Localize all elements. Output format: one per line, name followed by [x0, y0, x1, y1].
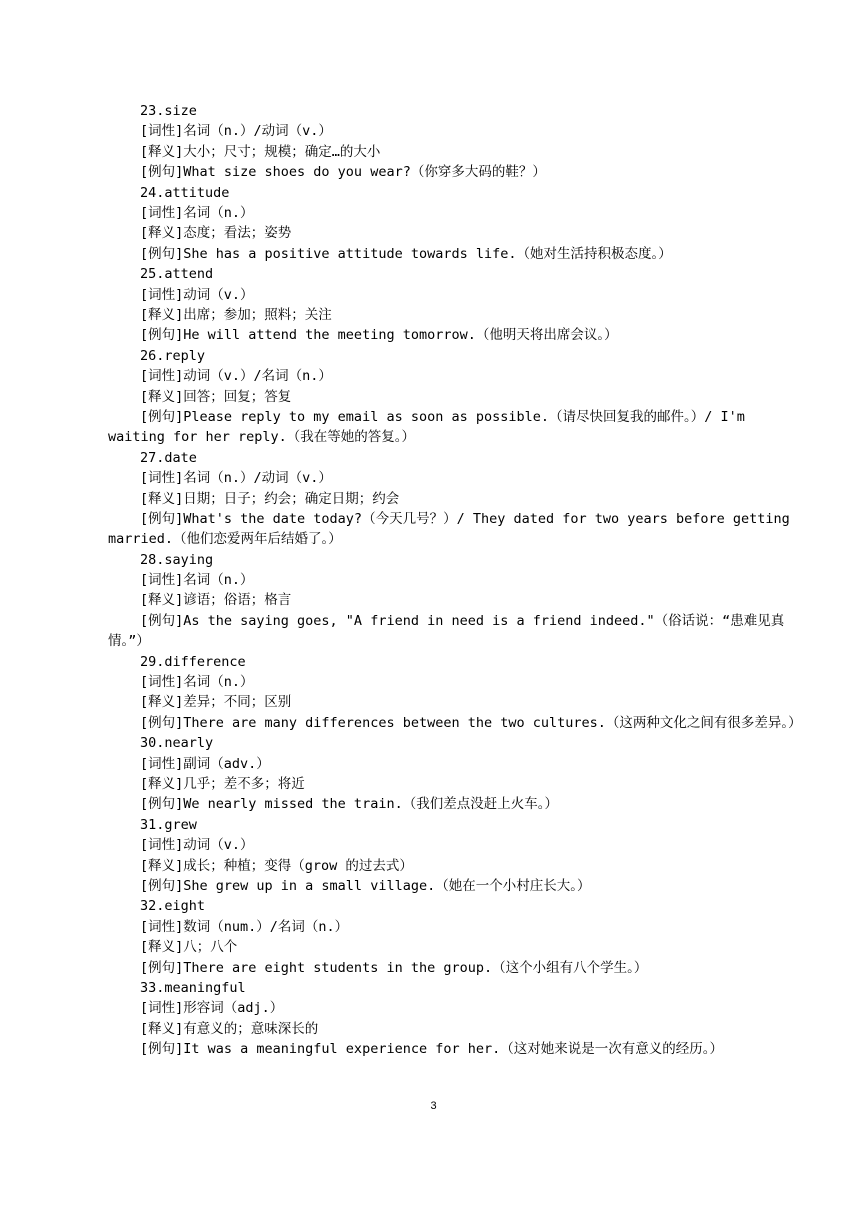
- entry-size: [108, 101, 798, 183]
- entry-meaning: [释义]成长；种植；变得（grow 的过去式）: [140, 857, 413, 874]
- entry-eight: [108, 896, 798, 978]
- entry-attitude: [108, 183, 798, 265]
- entry-date: [108, 448, 798, 550]
- entry-example: [例句]He will attend the meeting tomorrow.（他明天将出席会议。）: [140, 327, 618, 344]
- entry-example: [例句]She grew up in a small village.（她在一个小村庄长大。）: [140, 878, 591, 895]
- entry-example: [例句]What size shoes do you wear?（你穿多大码的鞋？）: [140, 164, 546, 181]
- entry-heading: 26.reply: [140, 347, 206, 364]
- entry-meaning: [释义]日期；日子；约会；确定日期；约会: [140, 490, 400, 507]
- entry-meaning: [释义]态度；看法；姿势: [140, 225, 292, 242]
- entry-example: [例句]There are eight students in the group.（这个小组有八个学生。）: [140, 959, 648, 976]
- entry-part-of-speech: [词性]名词（n.）: [140, 572, 254, 589]
- entry-part-of-speech: [词性]名词（n.）: [140, 204, 254, 221]
- entry-reply: [108, 346, 798, 448]
- entry-part-of-speech: [词性]动词（v.）: [140, 286, 254, 303]
- entry-part-of-speech: [词性]形容词（adj.）: [140, 1000, 284, 1017]
- entry-heading: 31.grew: [140, 816, 197, 833]
- entry-meaningful: [108, 978, 798, 1060]
- entry-example: [例句]It was a meaningful experience for her.（这对她来说是一次有意义的经历。）: [140, 1041, 723, 1058]
- entry-heading: 27.date: [140, 449, 197, 466]
- entry-heading: 28.saying: [140, 551, 214, 568]
- entry-difference: [108, 652, 802, 734]
- entry-heading: 25.attend: [140, 266, 214, 283]
- entry-example: [例句]There are many differences between the two cultures.（这两种文化之间有很多差异。）: [140, 714, 802, 731]
- vocabulary-list: [108, 101, 802, 1060]
- entry-nearly: [108, 733, 798, 815]
- entry-part-of-speech: [词性]动词（v.）/名词（n.）: [140, 368, 332, 385]
- entry-meaning: [释义]谚语；俗语；格言: [140, 592, 292, 609]
- entry-part-of-speech: [词性]名词（n.）/动词（v.）: [140, 470, 332, 487]
- entry-heading: 23.size: [140, 103, 197, 119]
- entry-meaning: [释义]大小；尺寸；规模；确定…的大小: [140, 143, 381, 160]
- entry-part-of-speech: [词性]名词（n.）/动词（v.）: [140, 123, 332, 140]
- entry-heading: 30.nearly: [140, 735, 214, 752]
- entry-example: [例句]We nearly missed the train.（我们差点没赶上火车。）: [140, 796, 558, 813]
- entry-attend: [108, 264, 798, 346]
- entry-part-of-speech: [词性]动词（v.）: [140, 837, 254, 854]
- entry-part-of-speech: [词性]名词（n.）: [140, 674, 254, 691]
- entry-meaning: [释义]几乎；差不多；将近: [140, 776, 305, 793]
- entry-part-of-speech: [词性]数词（num.）/名词（n.）: [140, 918, 349, 935]
- entry-heading: 29.difference: [140, 653, 246, 670]
- entry-grew: [108, 815, 798, 897]
- entry-part-of-speech: [词性]副词（adv.）: [140, 755, 270, 772]
- entry-saying: [108, 550, 798, 652]
- entry-heading: 32.eight: [140, 898, 206, 915]
- page-number: 3: [430, 1100, 437, 1112]
- entry-example: [例句]She has a positive attitude towards life.（她对生活持积极态度。）: [140, 245, 672, 262]
- entry-meaning: [释义]差异；不同；区别: [140, 694, 292, 711]
- entry-example: [例句]Please reply to my email as soon as possible.（请尽快回复我的邮件。）/ I'm waiting for her reply.（我在等她的答复。）: [108, 408, 745, 446]
- entry-heading: 24.attitude: [140, 184, 230, 201]
- entry-heading: 33.meaningful: [140, 980, 246, 996]
- entry-meaning: [释义]八；八个: [140, 939, 238, 956]
- entry-meaning: [释义]出席；参加；照料；关注: [140, 306, 332, 323]
- entry-example: [例句]As the saying goes, "A friend in need is a friend indeed."（俗话说：“患难见真情。”）: [108, 612, 785, 650]
- entry-example: [例句]What's the date today?（今天几号？）/ They dated for two years before getting married.（他们恋爱两年后结婚了。）: [108, 510, 790, 548]
- entry-meaning: [释义]有意义的；意味深长的: [140, 1020, 319, 1037]
- entry-meaning: [释义]回答；回复；答复: [140, 388, 292, 405]
